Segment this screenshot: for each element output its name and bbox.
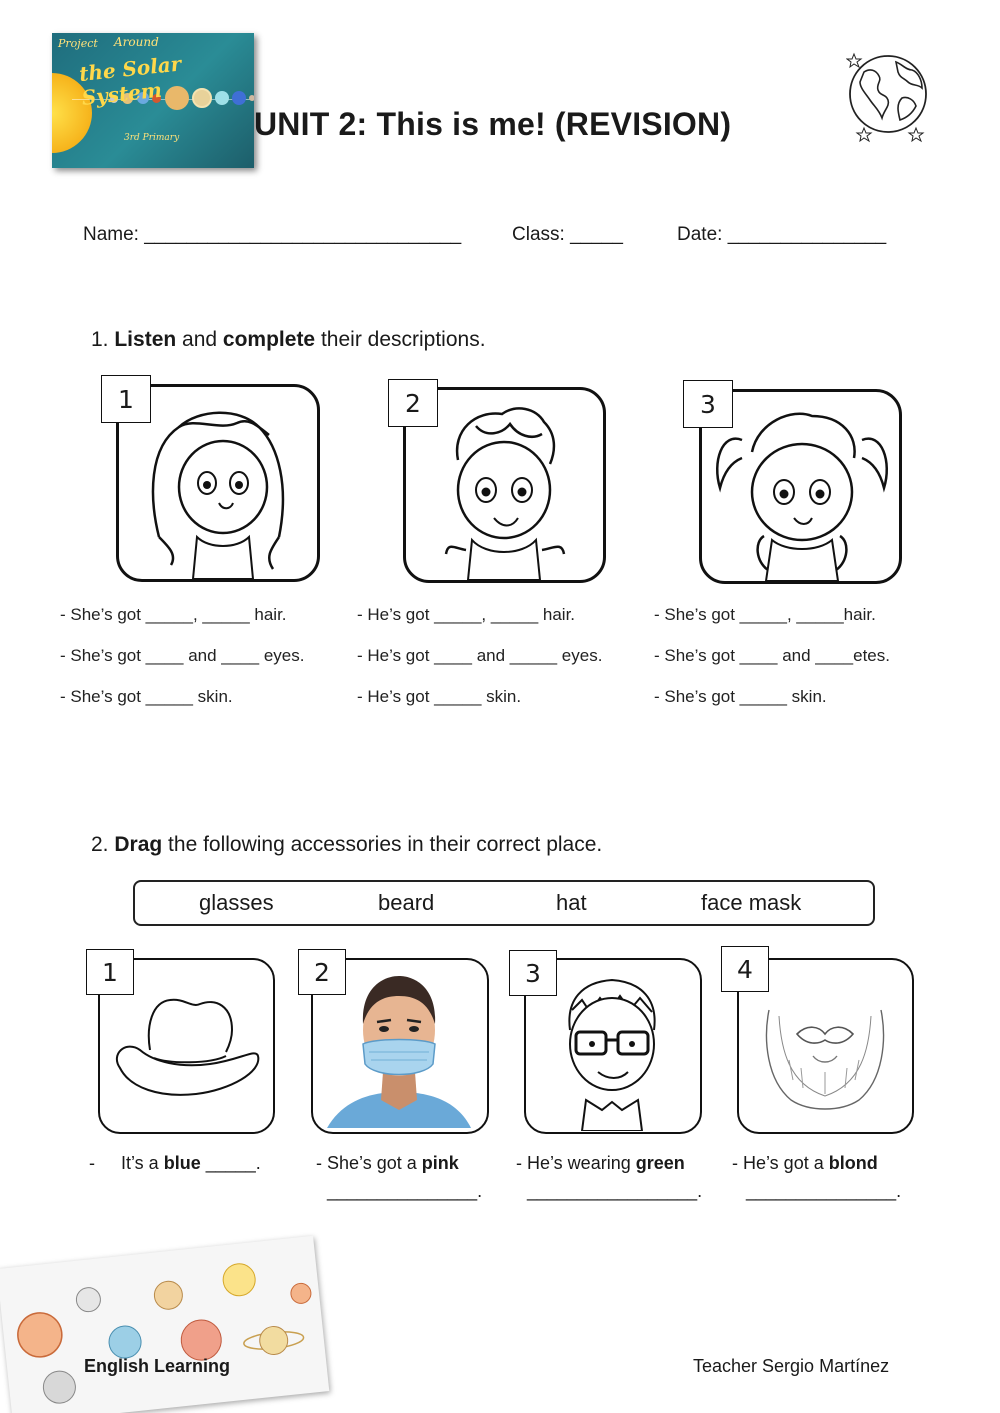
card-1-line-2[interactable]: - She’s got ____ and ____ eyes. bbox=[60, 646, 305, 665]
accessory-4-caption[interactable] bbox=[732, 1153, 878, 1174]
class-field[interactable]: Class: _____ bbox=[512, 224, 623, 245]
footer-planets-image bbox=[0, 1236, 329, 1413]
card-3-line-3[interactable]: - She’s got _____ skin. bbox=[654, 687, 827, 706]
accessory-4-caption-pre: - He’s got a bbox=[732, 1153, 829, 1173]
exercise-1-verb-listen: Listen bbox=[114, 328, 177, 351]
accessory-1-caption-post: _____. bbox=[200, 1153, 261, 1173]
accessory-card-1-number: 1 bbox=[86, 949, 134, 995]
card-3-line-2[interactable]: - She’s got ____ and ____etes. bbox=[654, 646, 890, 665]
accessory-card-2-number: 2 bbox=[298, 949, 346, 995]
page-title: UNIT 2: This is me! (REVISION) bbox=[254, 106, 732, 142]
logo-text-project: Project bbox=[58, 37, 98, 50]
accessory-card-4-number: 4 bbox=[721, 946, 769, 992]
project-logo bbox=[52, 33, 254, 168]
card-3-number: 3 bbox=[683, 380, 733, 428]
card-2-number: 2 bbox=[388, 379, 438, 427]
exercise-1-rest: their descriptions. bbox=[315, 328, 486, 351]
accessory-3-caption-bold: green bbox=[635, 1153, 685, 1173]
footer-teacher-name: Teacher Sergio Martínez bbox=[693, 1356, 890, 1376]
accessory-1-dash: - bbox=[89, 1153, 95, 1173]
footer-left-label: English Learning bbox=[84, 1356, 231, 1376]
accessory-1-caption[interactable] bbox=[121, 1153, 261, 1174]
card-2-line-1[interactable]: - He’s got _____, _____ hair. bbox=[357, 605, 576, 624]
logo-text-solar-system: the Solar System bbox=[77, 51, 183, 110]
accessory-3-answer-line[interactable]: _________________. bbox=[527, 1181, 703, 1201]
card-1-line-3[interactable]: - She’s got _____ skin. bbox=[60, 687, 233, 706]
word-hat[interactable]: hat bbox=[556, 890, 587, 915]
exercise-2-rest: the following accessories in their correct place. bbox=[162, 833, 603, 856]
word-face-mask[interactable]: face mask bbox=[701, 890, 802, 915]
accessory-2-caption-bold: pink bbox=[421, 1153, 459, 1173]
word-beard[interactable]: beard bbox=[378, 890, 435, 915]
accessory-4-answer-line[interactable]: _______________. bbox=[746, 1181, 902, 1201]
card-1-line-1[interactable]: - She’s got _____, _____ hair. bbox=[60, 605, 287, 624]
exercise-1-instruction bbox=[91, 328, 486, 352]
exercise-2-verb-drag: Drag bbox=[114, 833, 163, 856]
logo-text-around: Around bbox=[114, 35, 159, 49]
card-1-number: 1 bbox=[101, 375, 151, 423]
accessory-3-caption[interactable] bbox=[516, 1153, 685, 1174]
accessory-1-caption-bold: blue bbox=[163, 1153, 201, 1173]
accessory-2-caption-pre: - She’s got a bbox=[316, 1153, 422, 1173]
accessory-4-caption-bold: blond bbox=[828, 1153, 878, 1173]
accessory-2-caption[interactable] bbox=[316, 1153, 459, 1174]
exercise-1-number: 1. bbox=[91, 328, 109, 351]
card-3-line-1[interactable]: - She’s got _____, _____hair. bbox=[654, 605, 876, 624]
globe-icon bbox=[846, 48, 930, 143]
card-2-line-2[interactable]: - He’s got ____ and _____ eyes. bbox=[357, 646, 603, 665]
accessory-1-caption-pre: It’s a bbox=[121, 1153, 164, 1173]
exercise-2-instruction bbox=[91, 833, 602, 857]
date-field[interactable]: Date: _______________ bbox=[677, 224, 887, 245]
card-2-line-3[interactable]: - He’s got _____ skin. bbox=[357, 687, 522, 706]
accessory-card-3-number: 3 bbox=[509, 950, 557, 996]
exercise-2-number: 2. bbox=[91, 833, 109, 856]
name-field[interactable]: Name: ______________________________ bbox=[83, 224, 462, 245]
exercise-1-verb-complete: complete bbox=[222, 328, 316, 351]
accessory-3-caption-pre: - He’s wearing bbox=[516, 1153, 636, 1173]
logo-text-grade: 3rd Primary bbox=[124, 133, 180, 143]
word-glasses[interactable]: glasses bbox=[199, 890, 274, 915]
accessory-2-answer-line[interactable]: _______________. bbox=[327, 1181, 483, 1201]
exercise-1-and: and bbox=[176, 328, 223, 351]
